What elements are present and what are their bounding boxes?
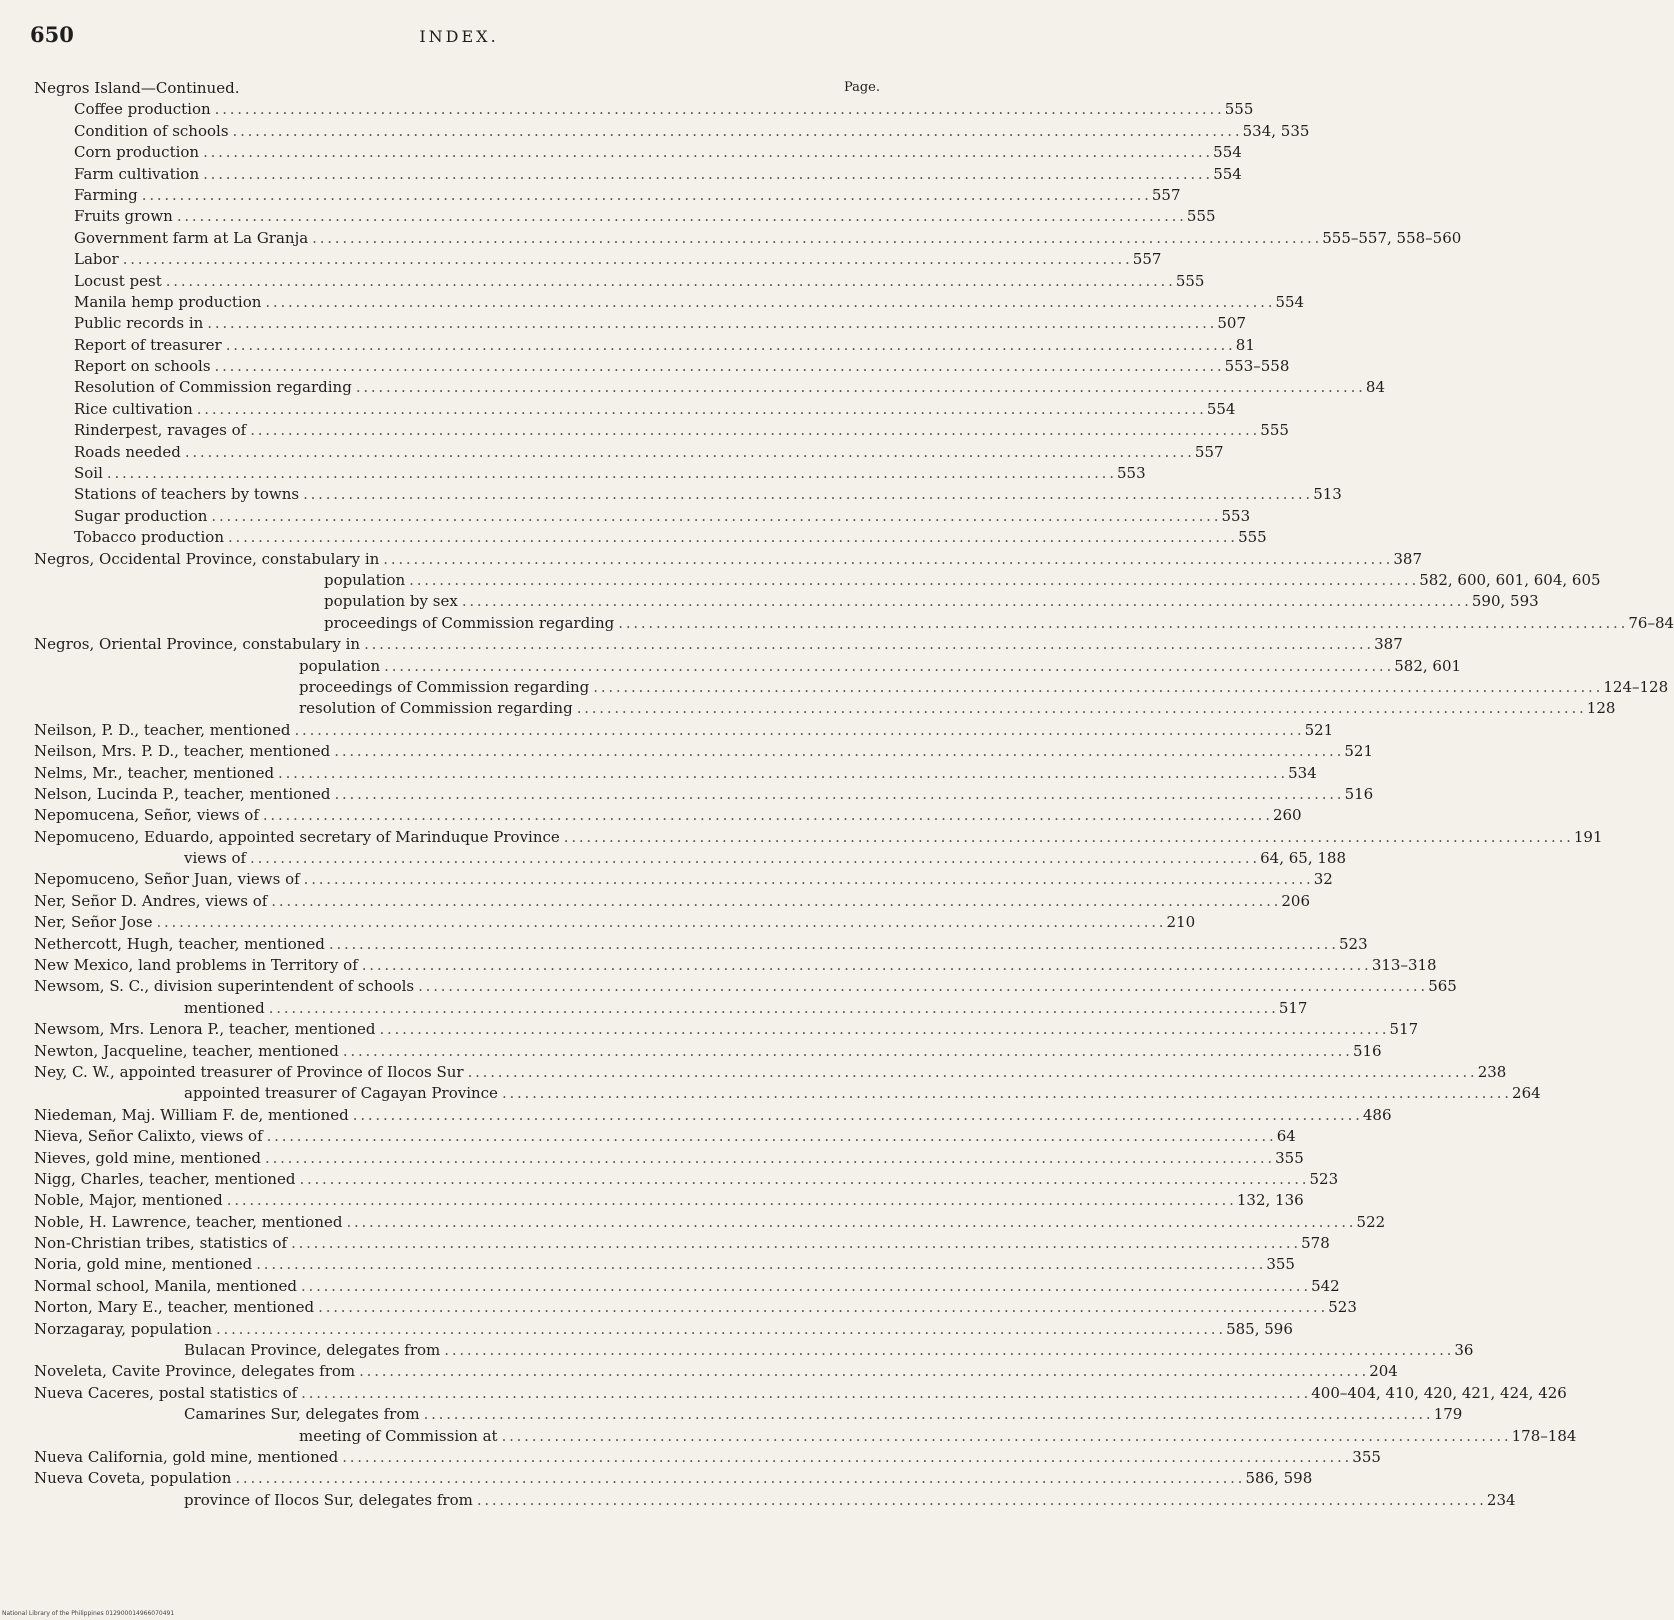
dot-leader [464,1062,1478,1082]
entry-term: Locust pest [74,271,162,290]
entry-pages: 486 [1362,1105,1392,1124]
entry-term: Nieva, Señor Calixto, views of [34,1127,263,1146]
dot-leader [119,249,1133,269]
entry-term: Farming [74,185,138,204]
entry-pages: 554 [1275,292,1305,311]
index-entry [34,1383,1567,1404]
entry-pages: 582, 600, 601, 604, 605 [1419,570,1601,589]
entry-term: Noveleta, Cavite Province, delegates from [34,1362,356,1381]
entry-term: resolution of Commission regarding [299,699,573,718]
index-entry [34,228,1462,249]
entry-term: Negros, Occidental Province, constabulary in [34,549,380,568]
entry-term: province of Ilocos Sur, delegates from [184,1490,473,1509]
entry-pages: 517 [1278,998,1308,1017]
entry-pages: 534 [1288,763,1317,782]
index-entry [34,549,1423,570]
dot-leader [358,955,1372,975]
entry-term: Negros, Oriental Province, constabulary in [34,635,361,654]
index-entry [34,99,1254,120]
entry-term: proceedings of Commission regarding [324,613,615,632]
entry-pages: 513 [1313,485,1342,504]
dot-leader [308,228,1322,248]
entry-term: Ner, Señor D. Andres, views of [34,891,268,910]
entry-term: Tobacco production [74,528,224,547]
dot-leader [231,1468,1245,1488]
dot-leader [246,848,1260,868]
entry-term: Report of treasurer [74,335,222,354]
entry-pages: 554 [1206,399,1236,418]
entry-term: Noble, Major, mentioned [34,1191,223,1210]
entry-pages: 234 [1486,1490,1516,1509]
entry-pages: 555 [1175,271,1205,290]
entry-pages: 260 [1272,806,1302,825]
entry-pages: 523 [1309,1169,1339,1188]
index-entry [34,1233,1330,1254]
entry-term: Manila hemp production [74,292,262,311]
index-entry [34,891,1311,912]
dot-leader [222,335,1236,355]
dot-leader [287,1233,1301,1253]
entry-pages: 355 [1275,1148,1304,1167]
entry-term: Farm cultivation [74,164,200,183]
footer-note: National Library of the Philippines 012900014966070491 [2,1610,175,1617]
dot-leader [458,591,1472,611]
entry-term: Nueva California, gold mine, mentioned [34,1448,339,1466]
index-entry [34,1361,1398,1382]
entry-term: population by sex [324,592,458,611]
entry-pages: 264 [1512,1084,1541,1103]
index-entry [34,848,1347,869]
entry-pages: 179 [1433,1405,1463,1424]
entry-pages: 553 [1116,464,1146,483]
dot-leader [300,869,1314,889]
index-entry [34,1490,1516,1511]
dot-leader [473,1490,1487,1510]
entry-term: Nethercott, Hugh, teacher, mentioned [34,934,325,953]
index-entry [34,1468,1313,1489]
dot-leader [375,1019,1389,1039]
index-entry [34,1340,1474,1361]
entry-pages: 586, 598 [1245,1469,1313,1488]
dot-leader [207,506,1221,526]
entry-term: Norton, Mary E., teacher, mentioned [34,1298,315,1317]
index-entry [34,527,1267,548]
entry-term: Public records in [74,314,204,333]
entry-term: Nelson, Lucinda P., teacher, mentioned [34,784,331,803]
index-entry [34,998,1308,1019]
entry-pages: 355 [1352,1448,1381,1466]
dot-leader [265,998,1279,1018]
dot-leader [152,912,1166,932]
index-entry [34,185,1181,206]
index-entry [34,1083,1541,1104]
dot-leader [246,420,1260,440]
entry-pages: 521 [1344,742,1373,761]
entry-term: Rinderpest, ravages of [74,421,247,440]
dot-leader [291,720,1305,740]
dot-leader [297,1383,1311,1403]
index-entry [34,827,1603,848]
entry-term: Bulacan Province, delegates from [184,1341,441,1360]
entry-term: Stations of teachers by towns [74,485,300,504]
entry-pages: 400–404, 410, 420, 421, 424, 426 [1311,1383,1567,1402]
index-entry [34,955,1437,976]
entry-term: Nieves, gold mine, mentioned [34,1148,262,1167]
entry-term: Nepomuceno, Señor Juan, views of [34,870,300,889]
entry-term: Norzagaray, population [34,1319,213,1338]
index-entry [34,249,1162,270]
entry-pages: 578 [1301,1234,1330,1253]
index-entry [34,292,1305,313]
entry-pages: 355 [1266,1255,1295,1274]
entry-pages: 507 [1217,314,1247,333]
dot-leader [405,570,1419,590]
dot-leader [379,549,1393,569]
dot-leader [211,356,1225,376]
entry-term: Normal school, Manila, mentioned [34,1276,298,1295]
dot-leader [274,763,1288,783]
index-entry [34,271,1205,292]
entry-pages: 555 [1260,421,1289,440]
dot-leader [259,805,1273,825]
index-entry [34,634,1403,655]
dot-leader [181,442,1195,462]
entry-pages: 387 [1374,635,1403,654]
index-entry [34,420,1289,441]
dot-leader [349,1105,1363,1125]
index-entry [34,164,1242,185]
entry-term: Niedeman, Maj. William F. de, mentioned [34,1105,349,1124]
page-column-label: Page. [843,80,880,95]
index-heading [34,78,880,99]
index-entry [34,1297,1357,1318]
entry-pages: 32 [1313,870,1333,889]
entry-pages: 516 [1352,1041,1382,1060]
entry-term: mentioned [184,998,265,1017]
entry-pages: 84 [1365,378,1385,397]
entry-term: Non-Christian tribes, statistics of [34,1234,288,1253]
entry-pages: 553–558 [1224,357,1290,376]
index-entry [34,613,1674,634]
entry-term: Labor [74,250,119,269]
index-entry [34,1169,1339,1190]
entry-pages: 523 [1338,934,1368,953]
entry-pages: 590, 593 [1471,592,1539,611]
entry-term: Nigg, Charles, teacher, mentioned [34,1169,296,1188]
entry-pages: 81 [1235,335,1255,354]
index-entry [34,656,1462,677]
entry-pages: 523 [1328,1298,1357,1317]
index-entry [34,121,1310,142]
entry-pages: 517 [1389,1020,1419,1039]
entry-pages: 554 [1213,143,1242,162]
page-title: INDEX. [419,27,499,46]
entry-term: Newsom, Mrs. Lenora P., teacher, mentioned [34,1020,376,1039]
entry-term: proceedings of Commission regarding [299,677,590,696]
dot-leader [614,613,1628,633]
index-entry [34,591,1539,612]
dot-leader [267,891,1281,911]
entry-term: Noria, gold mine, mentioned [34,1255,253,1274]
index-entry [34,763,1317,784]
index-entry [34,1105,1392,1126]
entry-pages: 210 [1166,913,1196,932]
entry-pages: 313–318 [1371,956,1437,975]
entry-term: Coffee production [74,100,211,119]
dot-leader [314,1297,1328,1317]
entry-pages: 204 [1369,1362,1398,1381]
entry-pages: 191 [1573,827,1603,846]
index-entry [34,976,1457,997]
index-entry [34,399,1236,420]
entry-pages: 582, 601 [1394,656,1462,675]
index-entry [34,1447,1381,1468]
dot-leader [223,1190,1237,1210]
entry-term: appointed treasurer of Cagayan Province [184,1084,498,1103]
index-entry [34,1319,1293,1340]
dot-leader [342,1212,1356,1232]
entry-term: Report on schools [74,357,211,376]
dot-leader [360,634,1374,654]
dot-leader [338,1447,1352,1467]
dot-leader [173,206,1187,226]
entry-term: Ner, Señor Jose [34,913,153,932]
entry-term: Nelms, Mr., teacher, mentioned [34,763,275,782]
index-entry [34,1148,1304,1169]
index-entry [34,912,1196,933]
entry-pages: 516 [1344,784,1374,803]
index-entry [34,784,1374,805]
entry-term: Noble, H. Lawrence, teacher, mentioned [34,1212,343,1231]
entry-term: New Mexico, land problems in Territory of [34,956,358,975]
dot-leader [224,527,1238,547]
entry-term: Nepomucena, Señor, views of [34,806,259,825]
index-entry [34,442,1224,463]
dot-leader [193,399,1207,419]
entry-pages: 534, 535 [1242,121,1310,140]
dot-leader [263,1126,1277,1146]
dot-leader [138,185,1152,205]
entry-term: Rice cultivation [74,399,193,418]
index-entry [34,741,1373,762]
entry-term: population [299,656,381,675]
entry-pages: 64, 65, 188 [1260,849,1347,868]
entry-term: Fruits grown [74,207,173,226]
heading-term: Negros Island—Continued. [34,79,240,97]
dot-leader [162,271,1176,291]
dot-leader [211,99,1225,119]
entry-term: Roads needed [74,442,181,461]
index-entry [34,805,1302,826]
page-number: 650 [30,22,74,47]
entry-term: Soil [74,464,103,483]
entry-pages: 554 [1213,164,1242,183]
entry-pages: 521 [1304,720,1334,739]
entry-pages: 178–184 [1511,1426,1577,1445]
dot-leader [325,934,1339,954]
entry-pages: 542 [1311,1276,1340,1295]
entry-term: Nepomuceno, Eduardo, appointed secretary of Marinduque Province [34,827,560,846]
entry-term: population [324,570,406,589]
dot-leader [229,121,1243,141]
index-entry [34,1254,1295,1275]
dot-leader [414,976,1428,996]
index-entry [34,142,1242,163]
entry-pages: 522 [1356,1212,1386,1231]
entry-pages: 553 [1221,506,1251,525]
entry-term: Camarines Sur, delegates from [184,1405,420,1424]
dot-leader [212,1319,1226,1339]
entry-term: Neilson, Mrs. P. D., teacher, mentioned [34,742,331,761]
entry-pages: 565 [1428,977,1457,996]
entry-term: Government farm at La Granja [74,228,309,247]
entry-term: Neilson, P. D., teacher, mentioned [34,720,291,739]
entry-term: Ney, C. W., appointed treasurer of Province of Ilocos Sur [34,1062,464,1081]
dot-leader [339,1041,1353,1061]
entry-term: Nueva Coveta, population [34,1469,232,1488]
dot-leader [330,784,1344,804]
entry-term: Resolution of Commission regarding [74,378,352,397]
dot-leader [261,292,1275,312]
index-entry [34,1426,1577,1447]
index-entry [34,570,1601,591]
index-entry [34,720,1334,741]
entry-term: Nueva Caceres, postal statistics of [34,1383,298,1402]
index-entry [34,1126,1296,1147]
index-list [34,78,1674,1511]
entry-term: Newton, Jacqueline, teacher, mentioned [34,1041,339,1060]
dot-leader [297,1276,1311,1296]
entry-pages: 555 [1186,207,1216,226]
entry-pages: 238 [1477,1062,1507,1081]
index-entry [34,377,1385,398]
index-entry [34,356,1290,377]
entry-pages: 557 [1151,185,1181,204]
entry-pages: 124–128 [1603,677,1669,696]
index-entry [34,1190,1304,1211]
entry-term: Corn production [74,143,200,162]
index-entry [34,698,1616,719]
dot-leader [498,1083,1512,1103]
index-entry [34,1404,1463,1425]
entry-term: Condition of schools [74,121,229,140]
index-entry [34,313,1247,334]
dot-leader [252,1254,1266,1274]
index-entries [34,99,1674,1511]
dot-leader [498,1426,1512,1446]
index-entry [34,1041,1382,1062]
index-entry [34,1019,1419,1040]
dot-leader [352,377,1366,397]
entry-pages: 555 [1238,528,1267,547]
index-entry [34,1212,1386,1233]
dot-leader [560,827,1574,847]
entry-pages: 557 [1132,250,1162,269]
dot-leader [355,1361,1369,1381]
entry-term: views of [184,849,247,868]
entry-term: Sugar production [74,506,208,525]
entry-pages: 555–557, 558–560 [1322,228,1462,247]
dot-leader [299,484,1313,504]
dot-leader [440,1340,1454,1360]
index-entry [34,1062,1507,1083]
index-entry [34,463,1146,484]
index-entry [34,934,1368,955]
entry-pages: 555 [1224,100,1254,119]
entry-pages: 132, 136 [1236,1191,1304,1210]
dot-leader [330,741,1344,761]
dot-leader [199,142,1213,162]
entry-pages: 557 [1194,442,1224,461]
entry-pages: 387 [1393,549,1423,568]
entry-pages: 585, 596 [1226,1319,1293,1338]
index-entry [34,484,1342,505]
dot-leader [103,463,1117,483]
entry-term: Newsom, S. C., division superintendent of schools [34,977,415,996]
entry-pages: 64 [1276,1127,1296,1146]
index-entry [34,206,1216,227]
entry-pages: 36 [1454,1341,1474,1360]
dot-leader [203,313,1217,333]
entry-pages: 128 [1586,699,1616,718]
entry-pages: 206 [1281,891,1311,910]
entry-term: meeting of Commission at [299,1426,498,1445]
entry-pages: 76–84 [1628,613,1674,632]
index-entry [34,677,1669,698]
index-entry [34,1276,1340,1297]
dot-leader [573,698,1587,718]
dot-leader [295,1169,1309,1189]
index-entry [34,506,1251,527]
index-entry [34,869,1333,890]
dot-leader [380,656,1394,676]
dot-leader [420,1404,1434,1424]
index-entry [34,335,1255,356]
dot-leader [589,677,1603,697]
dot-leader [261,1148,1275,1168]
dot-leader [199,164,1213,184]
